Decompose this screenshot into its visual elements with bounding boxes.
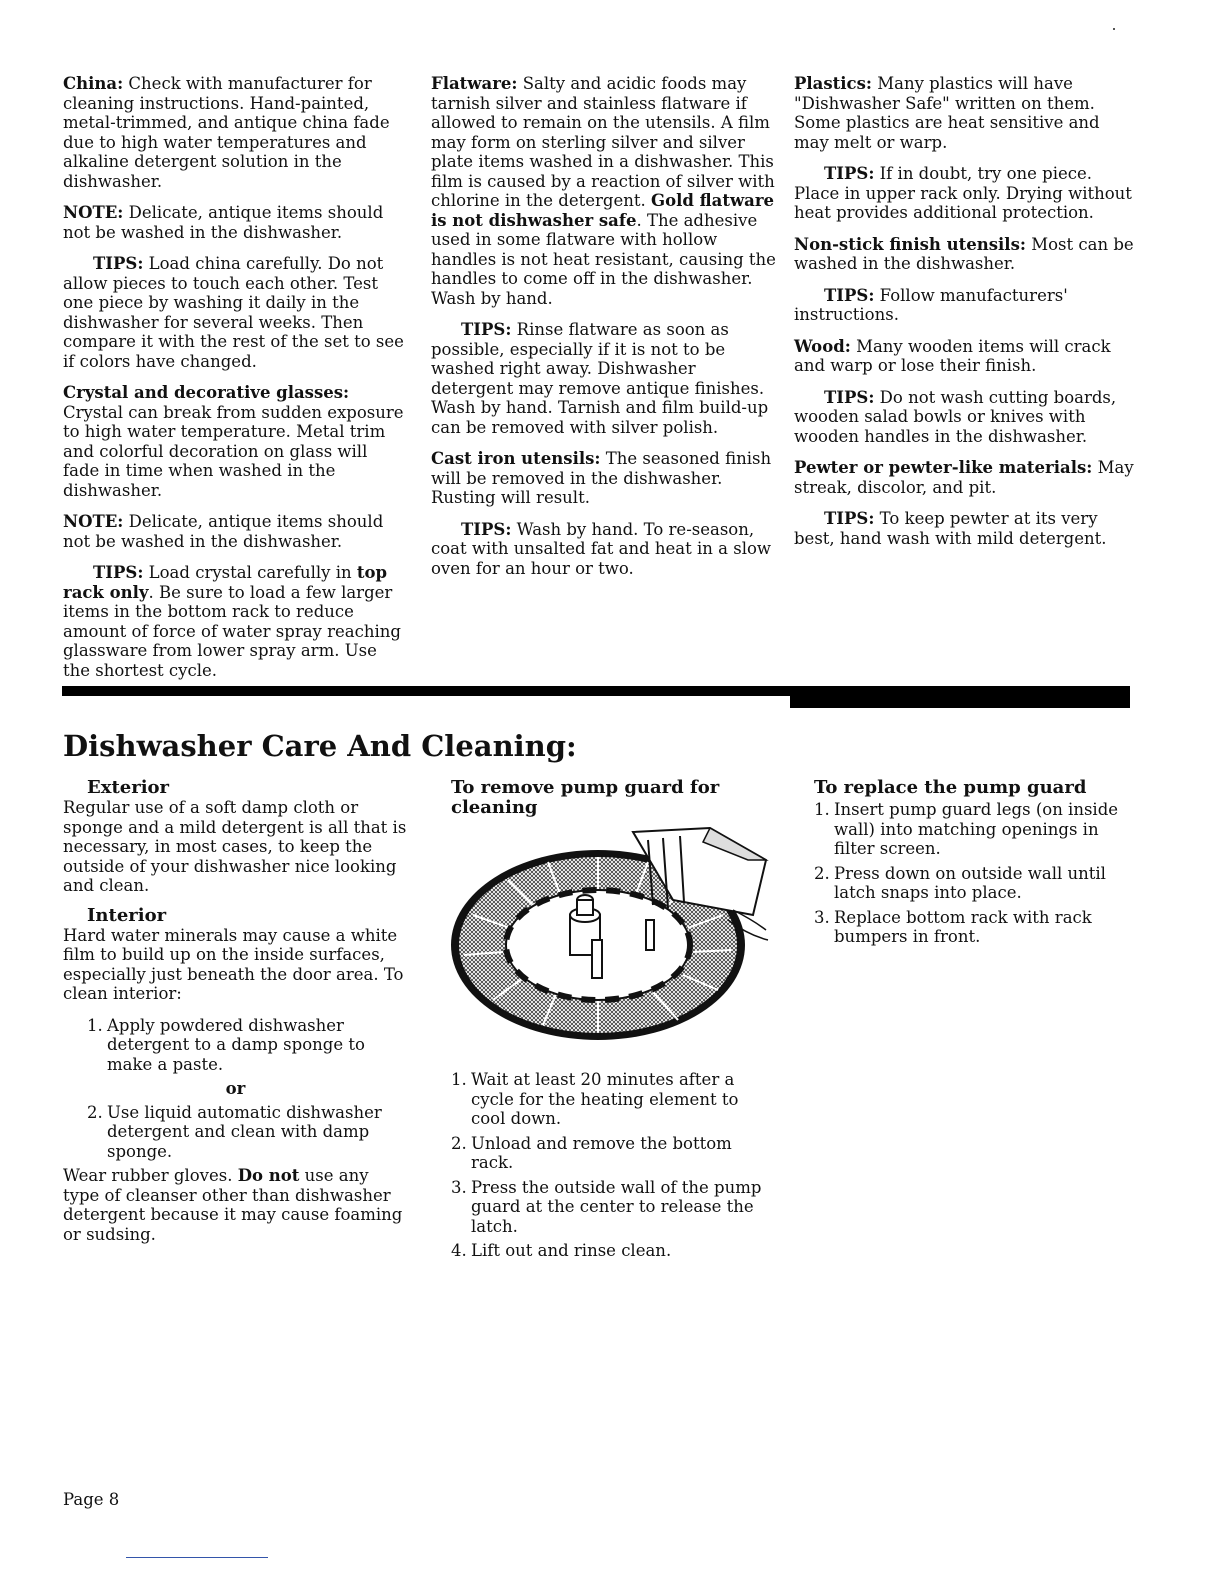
interior-heading: Interior xyxy=(87,904,167,926)
or-separator: or xyxy=(225,1079,246,1098)
flatware-paragraph: Flatware: Salty and acidic foods may tarnish silver and stainless flatware if allowed to remain on the utensils. A film may form on sterling silver and silver plate items washed in a dishwasher. This film is caused by a reaction of silver with chlorine in the detergent. Gold flatware is not dishwasher safe. The adhesive used in some flatware with hollow handles is not heat resistant, causing the handles to come off in the dishwasher. Wash by hand. xyxy=(431,74,776,308)
exterior-text: Regular use of a soft damp cloth or sponge and a mild detergent is all that is necessary, in most cases, to keep the outside of your dishwasher nice looking and clean. xyxy=(63,798,407,895)
tips-china: TIPS: Load china carefully. Do not allow pieces to touch each other. Test one piece by washing it daily in the dishwasher for several weeks. Then compare it with the rest of the set to see if colors have changed. xyxy=(63,254,404,371)
gloves-warning: Wear rubber gloves. Do not use any type of cleanser other than dishwasher detergent because it may cause foaming or sudsing. xyxy=(63,1166,403,1244)
interior-text: Hard water minerals may cause a white film to build up on the inside surfaces, especially just beneath the door area. To clean interior: xyxy=(63,925,404,1003)
list-item: 3. Press the outside wall of the pump guard at the center to release the latch. xyxy=(451,1177,762,1236)
corner-mark xyxy=(1113,28,1115,30)
list-item: 2. Use liquid automatic dishwasher detergent and clean with damp sponge. xyxy=(87,1102,382,1161)
list-item: 1. Wait at least 20 minutes after a cycle for the heating element to cool down. xyxy=(451,1070,739,1128)
list-item: 1. Insert pump guard legs (on inside wall) into matching openings in filter screen. xyxy=(814,800,1119,858)
wood-paragraph: Wood: Many wooden items will crack and warp or lose their finish. xyxy=(794,336,1111,375)
care-column-1 xyxy=(63,778,408,1256)
column-1 xyxy=(63,74,408,692)
pump-guard-leg xyxy=(592,940,602,978)
list-item: 4. Lift out and rinse clean. xyxy=(451,1241,672,1260)
care-column-2 xyxy=(451,778,781,818)
column-2 xyxy=(431,74,776,590)
crystal-paragraph: Crystal and decorative glasses: Crystal can break from sudden exposure to high water temperature. Metal trim and colorful decoration on glass will fade in time when washed in the dishwasher. xyxy=(63,383,404,500)
exterior-heading: Exterior xyxy=(87,777,170,798)
nonstick-paragraph: Non-stick finish utensils: Most can be washed in the dishwasher. xyxy=(794,234,1134,273)
replace-steps xyxy=(814,800,1134,947)
tips-cast-iron: TIPS: Wash by hand. To re-season, coat with unsalted fat and heat in a slow oven for an hour or two. xyxy=(431,519,772,578)
tips-plastics: TIPS: If in doubt, try one piece. Place in upper rack only. Drying without heat provides additional protection. xyxy=(794,164,1132,222)
list-item: 1. Apply powdered dishwasher detergent to a damp sponge to make a paste. xyxy=(87,1015,365,1074)
tips-wood: TIPS: Do not wash cutting boards, wooden salad bowls or knives with wooden handles in the dishwasher. xyxy=(794,387,1117,446)
tips-crystal: TIPS: Load crystal carefully in top rack only. Be sure to load a few larger items in the bottom rack to reduce amount of force of water spray reaching glassware from lower spray arm. Use the shortest cycle. xyxy=(63,563,401,680)
note-crystal: NOTE: Delicate, antique items should not be washed in the dishwasher. xyxy=(63,512,384,551)
replace-pump-guard-heading: To replace the pump guard xyxy=(814,777,1087,798)
interior-steps xyxy=(63,1016,408,1075)
tips-flatware: TIPS: Rinse flatware as soon as possible, especially if it is not to be washed right away. Dishwasher detergent may remove antique finishes. Wash by hand. Tarnish and film build-up can be removed with silver polish. xyxy=(431,320,769,437)
china-paragraph: China: Check with manufacturer for cleaning instructions. Hand-painted, metal-trimmed, and antique china fade due to high water temperatures and alkaline detergent solution in the dishwasher. xyxy=(63,74,390,191)
list-item: 2. Press down on outside wall until latch snaps into place. xyxy=(814,863,1106,902)
page-number: Page 8 xyxy=(63,1490,120,1509)
pewter-paragraph: Pewter or pewter-like materials: May streak, discolor, and pit. xyxy=(794,458,1134,497)
plastics-paragraph: Plastics: Many plastics will have "Dishwasher Safe" written on them. Some plastics are heat sensitive and may melt or warp. xyxy=(794,74,1100,152)
cast-iron-paragraph: Cast iron utensils: The seasoned finish will be removed in the dishwasher. Rusting will result. xyxy=(431,449,772,507)
remove-steps xyxy=(451,1070,771,1266)
section-divider xyxy=(62,686,1130,696)
list-item: 3. Replace bottom rack with rack bumpers in front. xyxy=(814,907,1092,946)
care-column-3 xyxy=(814,778,1134,952)
bottom-rule xyxy=(126,1557,268,1558)
pump-guard-leg-2 xyxy=(646,920,654,950)
column-3 xyxy=(794,74,1139,560)
tips-nonstick: TIPS: Follow manufacturers' instructions. xyxy=(794,285,1068,324)
tips-pewter: TIPS: To keep pewter at its very best, hand wash with mild detergent. xyxy=(794,509,1107,548)
pump-guard-illustration xyxy=(448,820,773,1040)
section-divider-tab xyxy=(790,696,1130,708)
remove-pump-guard-heading: To remove pump guard for cleaning xyxy=(451,777,720,818)
interior-steps-2 xyxy=(63,1103,408,1162)
list-item: 2. Unload and remove the bottom rack. xyxy=(451,1133,732,1172)
section-title: Dishwasher Care And Cleaning: xyxy=(63,729,577,763)
note-china: NOTE: Delicate, antique items should not be washed in the dishwasher. xyxy=(63,203,384,242)
